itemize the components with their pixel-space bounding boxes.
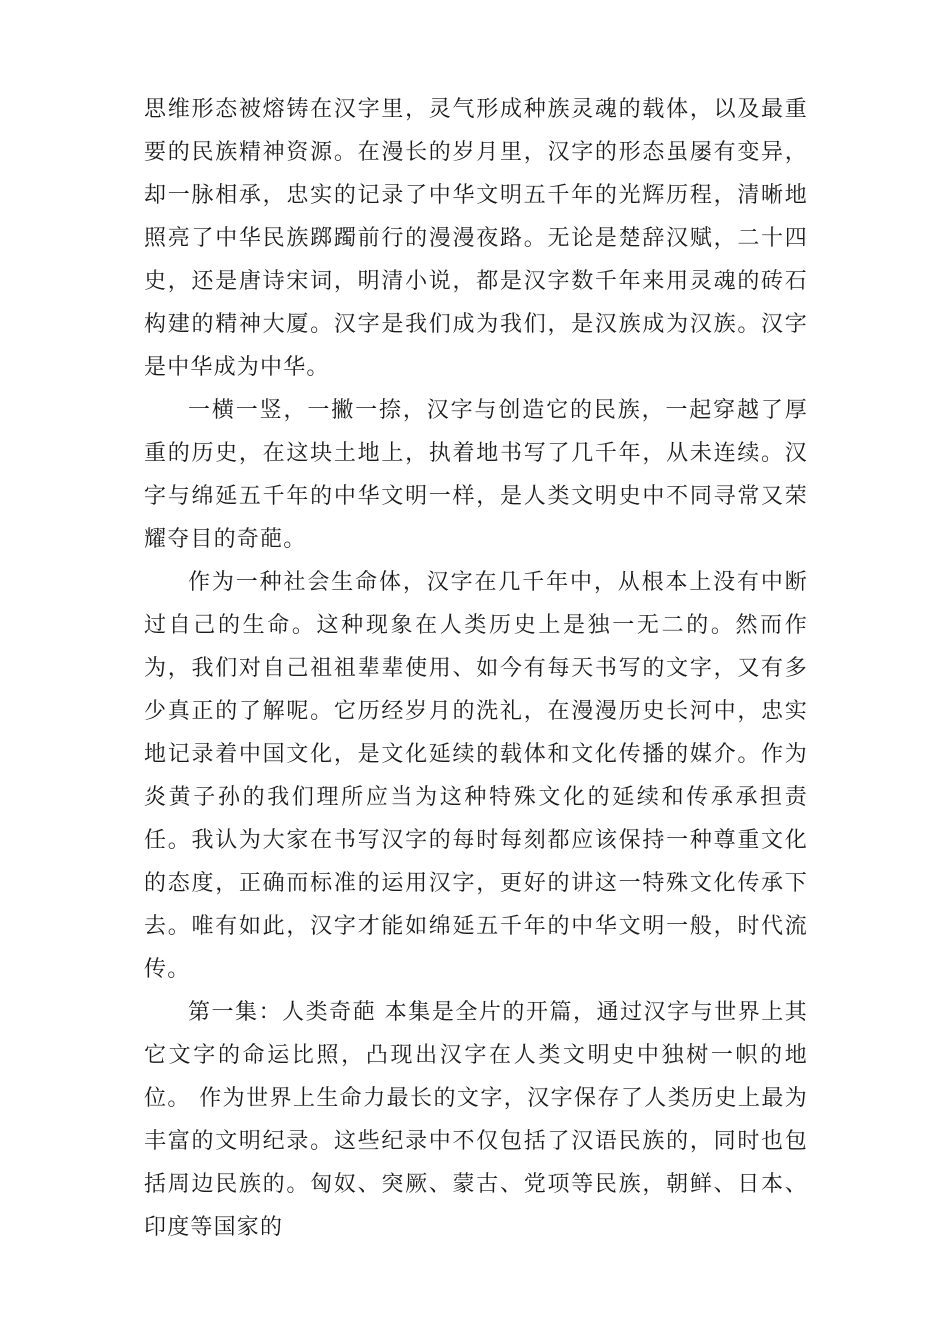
document-body — [144, 88, 808, 1249]
paragraph: 第一集：人类奇葩 本集是全片的开篇，通过汉字与世界上其它文字的命运比照，凸现出汉字在人类文明史中独树一帜的地位。 作为世界上生命力最长的文字，汉字保存了人类历史上最为丰富的文明纪录。这些纪录中不仅包括了汉语民族的，同时也包括周边民族的。匈奴、突厥、蒙古、党项等民族，朝鲜、日本、印度等国家的 — [144, 1000, 808, 1240]
paragraph-continued: 思维形态被熔铸在汉字里，灵气形成种族灵魂的载体，以及最重要的民族精神资源。在漫长的岁月里，汉字的形态虽屡有变异，却一脉相承，忠实的记录了中华文明五千年的光辉历程，清晰地照亮了中华民族踯躅前行的漫漫夜路。无论是楚辞汉赋，二十四史，还是唐诗宋词，明清小说，都是汉字数千年来用灵魂的砖石构建的精神大厦。汉字是我们成为我们，是汉族成为汉族。汉字是中华成为中华。 — [144, 97, 808, 380]
paragraph: 作为一种社会生命体，汉字在几千年中，从根本上没有中断过自己的生命。这种现象在人类历史上是独一无二的。然而作为，我们对自己祖祖辈辈使用、如今有每天书写的文字，又有多少真正的了解呢。它历经岁月的洗礼，在漫漫历史长河中，忠实地记录着中国文化，是文化延续的载体和文化传播的媒介。作为炎黄子孙的我们理所应当为这种特殊文化的延续和传承承担责任。我认为大家在书写汉字的每时每刻都应该保持一种尊重文化的态度，正确而标准的运用汉字，更好的讲这一特殊文化传承下去。唯有如此，汉字才能如绵延五千年的中华文明一般，时代流传。 — [144, 570, 808, 982]
paragraph: 一横一竖，一撇一捺，汉字与创造它的民族，一起穿越了厚重的历史，在这块土地上，执着地书写了几千年，从未连续。汉字与绵延五千年的中华文明一样，是人类文明史中不同寻常又荣耀夺目的奇葩。 — [144, 398, 808, 552]
